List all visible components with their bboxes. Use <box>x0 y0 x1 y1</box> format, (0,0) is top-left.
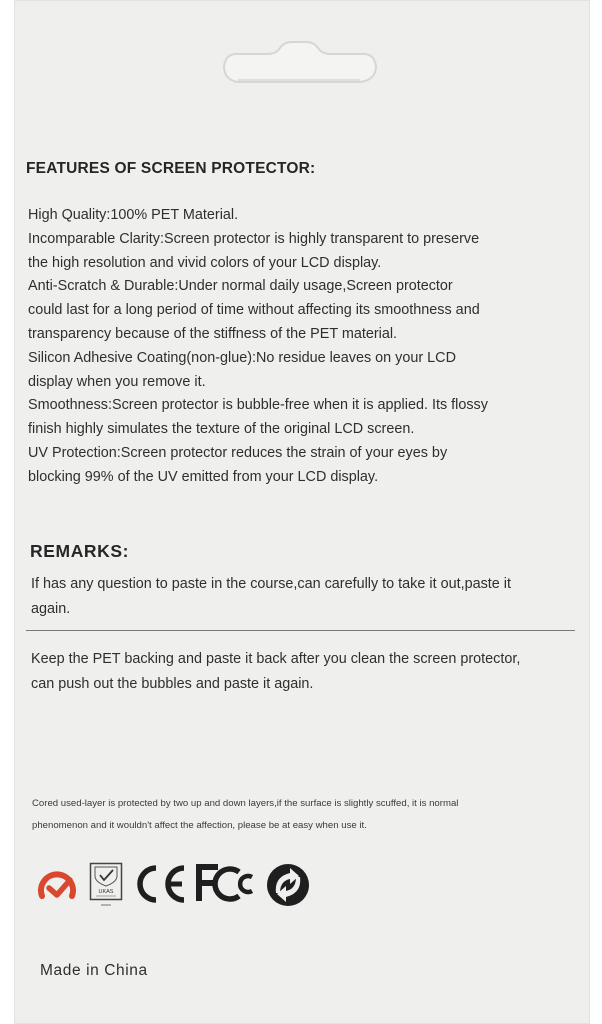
remarks-heading: REMARKS: <box>30 541 130 561</box>
made-in-label: Made in China <box>40 962 148 979</box>
certification-logos <box>36 860 336 910</box>
recycle-quality-icon <box>36 866 78 902</box>
note-line: phenomenon and it wouldn't affect the affection, please be at easy when use it. <box>32 820 367 831</box>
divider <box>26 630 575 631</box>
green-dot-icon <box>266 863 310 907</box>
keep-line: can push out the bubbles and paste it again. <box>31 676 314 692</box>
feature-line: could last for a long period of time without affecting its smoothness and <box>28 302 480 319</box>
keep-backing-text <box>31 647 579 697</box>
feature-line: transparency because of the stiffness of the PET material. <box>28 325 398 342</box>
remarks-text <box>31 572 576 622</box>
feature-line: Incomparable Clarity:Screen protector is highly transparent to preserve <box>28 230 480 247</box>
note-line: Cored used-layer is protected by two up and down layers,if the surface is slightly scuffed, it is normal <box>32 798 459 809</box>
feature-line: finish highly simulates the texture of the original LCD screen. <box>28 421 415 438</box>
feature-line: Anti-Scratch & Durable:Under normal daily usage,Screen protector <box>28 278 453 295</box>
remark-line: again. <box>31 601 71 617</box>
ukas-label: UKAS <box>98 889 114 895</box>
feature-line: Silicon Adhesive Coating(non-glue):No residue leaves on your LCD <box>28 349 456 366</box>
hang-hole <box>218 40 380 88</box>
features-list <box>28 204 568 490</box>
fcc-mark-icon <box>196 864 258 904</box>
feature-line: High Quality:100% PET Material. <box>28 207 239 223</box>
remark-line: If has any question to paste in the course,can carefully to take it out,paste it <box>31 576 511 592</box>
feature-line: UV Protection:Screen protector reduces the strain of your eyes by <box>28 444 448 461</box>
feature-line: the high resolution and vivid colors of your LCD display. <box>28 254 382 271</box>
layer-note <box>32 793 572 837</box>
feature-line: display when you remove it. <box>28 373 206 390</box>
feature-line: Smoothness:Screen protector is bubble-free when it is applied. Its flossy <box>28 397 488 414</box>
features-heading: FEATURES OF SCREEN PROTECTOR: <box>26 160 316 177</box>
ce-mark-icon <box>134 863 190 905</box>
ukas-certification-icon <box>89 862 123 910</box>
packaging-card <box>14 0 590 1024</box>
keep-line: Keep the PET backing and paste it back after you clean the screen protector, <box>31 651 521 667</box>
feature-line: blocking 99% of the UV emitted from your LCD display. <box>28 468 379 485</box>
